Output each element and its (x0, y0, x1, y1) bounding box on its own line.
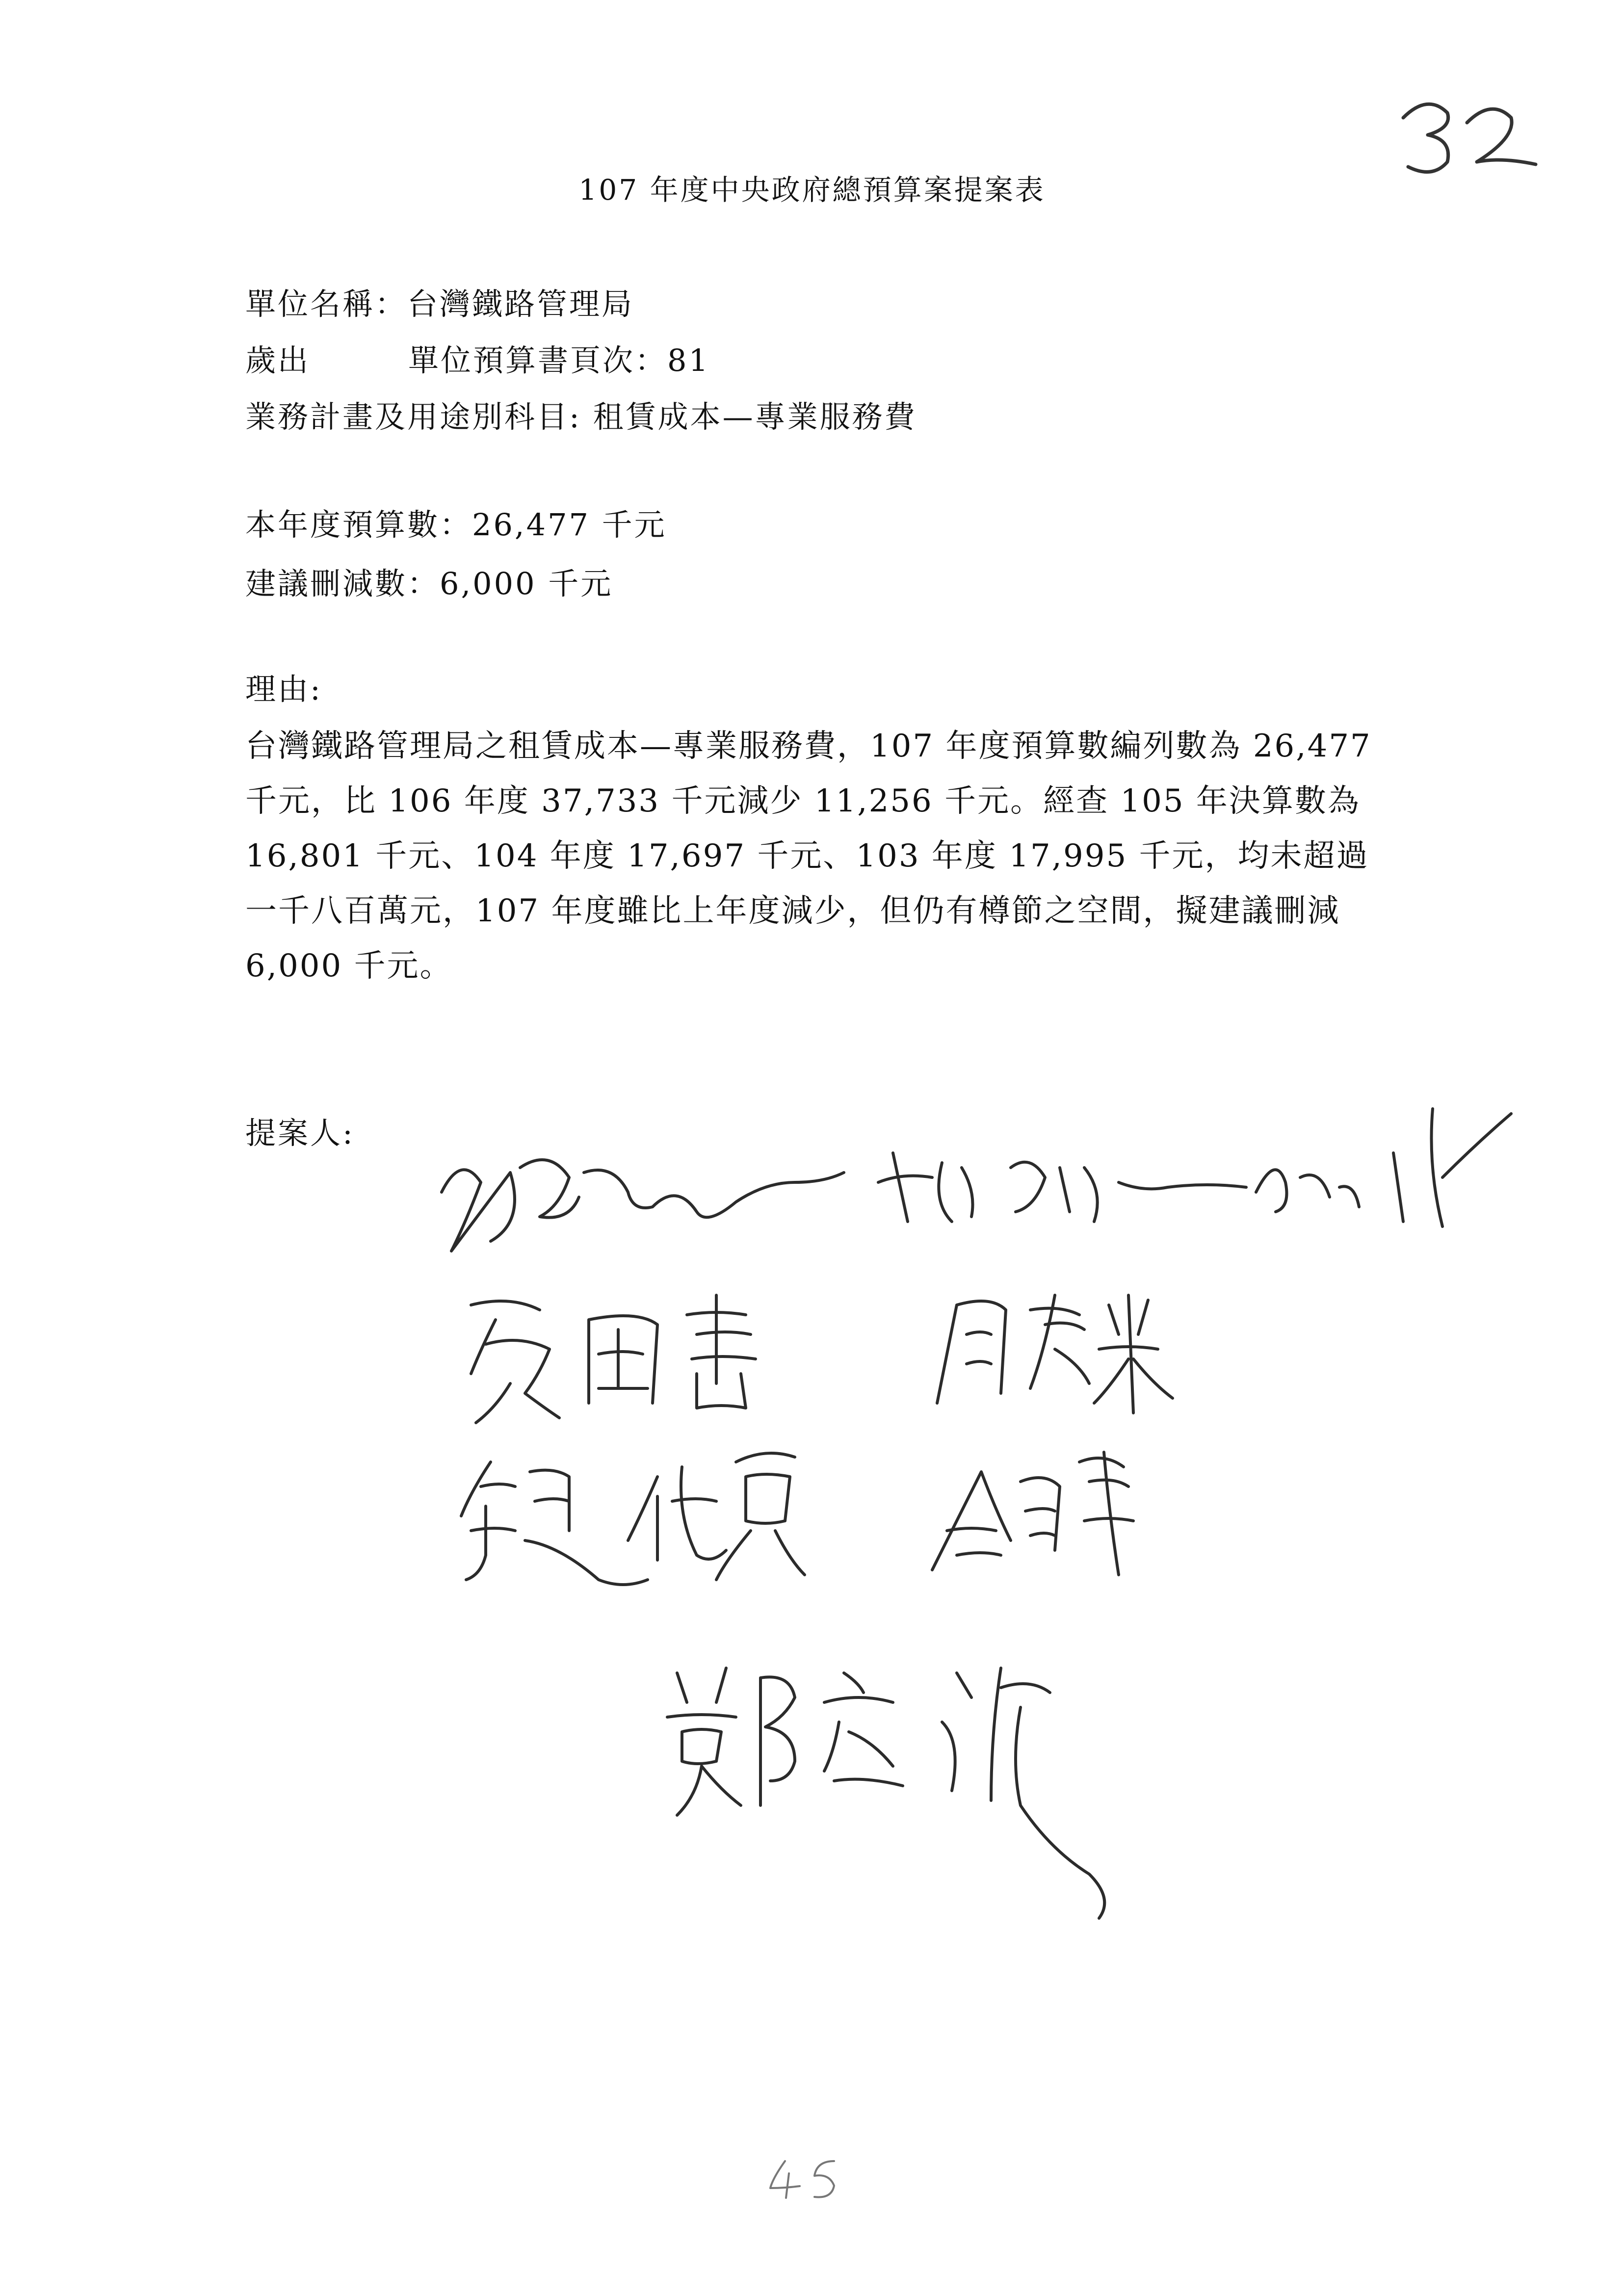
budget-book-page-label: 單位預算書頁次： (408, 342, 668, 378)
budget-label: 本年度預算數： (245, 507, 472, 543)
unit-value: 台灣鐵路管理局 (407, 286, 634, 322)
cut-value: 6,000 千元 (440, 566, 613, 601)
signature-row-1 (422, 1094, 1526, 1280)
signature-row-3 (451, 1433, 1236, 1609)
reason-text: 台灣鐵路管理局之租賃成本—專業服務費，107 年度預算數編列數為 26,477 千元，比 106 年度 37,733 千元減少 11,256 千元。經查 105 年決算數為 16,801 千元、104 年度 17,697 千元、103 年度 17,995 千元，均未超過一千八百萬元，107 年度雖比上年度減少，但仍有樽節之空間，擬建議刪減 6,000 千元。 (245, 728, 1372, 984)
proposer-label: 提案人: (245, 1115, 355, 1151)
reason-label: 理由: (245, 671, 322, 707)
expenditure-label: 歲出 (245, 342, 311, 378)
signature-row-2 (442, 1276, 1227, 1437)
cut-row (245, 559, 613, 603)
handwritten-page-number (765, 2154, 844, 2203)
unit-label: 單位名稱： (245, 286, 408, 322)
signature-row-4 (648, 1644, 1187, 1948)
subject-row (245, 392, 917, 436)
subject-label: 業務計畫及用途別科目: (245, 399, 581, 435)
document-title: 107 年度中央政府總預算案提案表 (578, 173, 1046, 207)
budget-row (245, 500, 667, 544)
subject-value: 租賃成本—專業服務費 (593, 399, 917, 435)
budget-book-page-value: 81 (667, 342, 710, 378)
cut-label: 建議刪減數： (245, 566, 440, 601)
unit-row (245, 280, 634, 323)
expenditure-row (245, 336, 710, 380)
budget-value: 26,477 千元 (472, 507, 667, 543)
